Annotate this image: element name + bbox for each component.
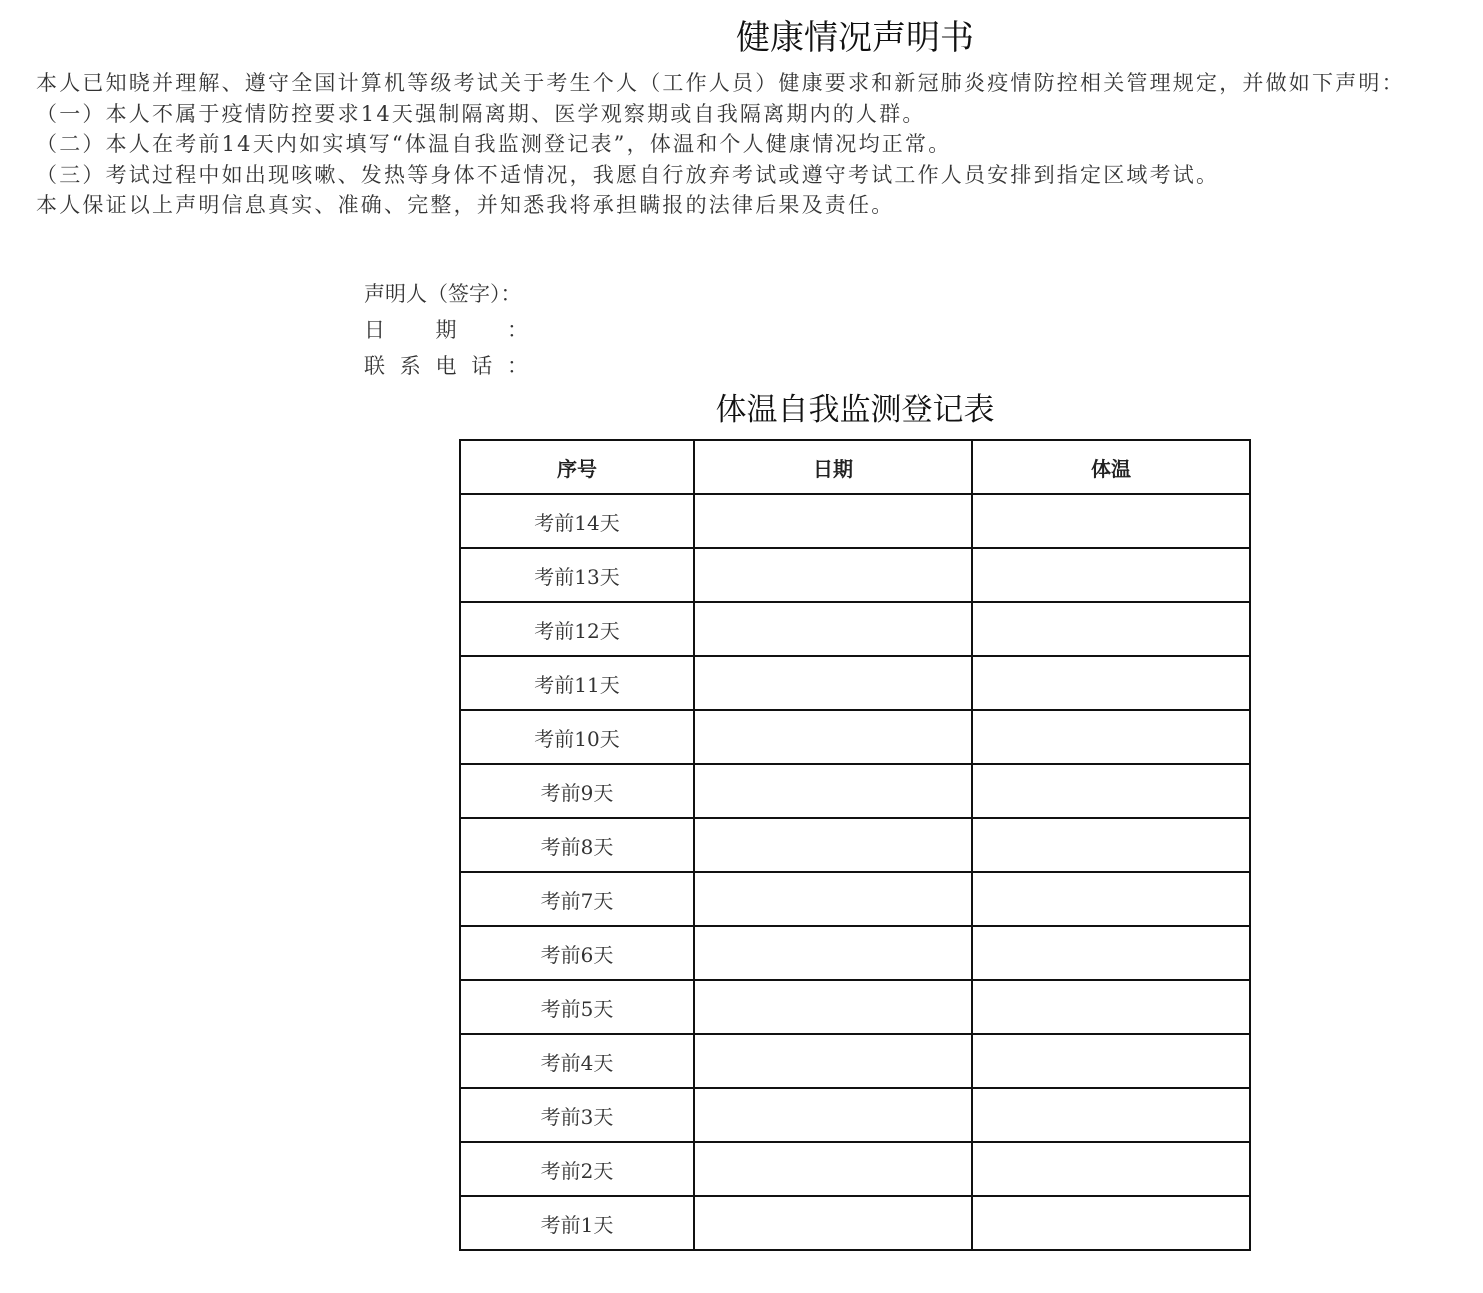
row-temp-cell[interactable] (972, 1196, 1250, 1250)
row-seq-cell: 考前14天 (460, 494, 694, 548)
table-row (460, 1196, 1250, 1250)
row-seq-cell: 考前6天 (460, 926, 694, 980)
row-temp-cell[interactable] (972, 1034, 1250, 1088)
row-seq-cell: 考前12天 (460, 602, 694, 656)
row-date-cell[interactable] (694, 926, 972, 980)
row-seq-cell: 考前11天 (460, 656, 694, 710)
row-seq-cell: 考前2天 (460, 1142, 694, 1196)
table-row (460, 872, 1250, 926)
table-title: 体温自我监测登记表 (715, 392, 995, 428)
table-row (460, 494, 1250, 548)
row-seq-cell: 考前1天 (460, 1196, 694, 1250)
row-date-cell[interactable] (694, 980, 972, 1034)
row-date-cell[interactable] (694, 494, 972, 548)
table-body (460, 494, 1250, 1250)
row-seq-cell: 考前4天 (460, 1034, 694, 1088)
phone-label: 联 系 电 话 ： (364, 354, 528, 378)
row-date-cell[interactable] (694, 602, 972, 656)
row-date-cell[interactable] (694, 764, 972, 818)
table-row (460, 602, 1250, 656)
row-date-cell[interactable] (694, 872, 972, 926)
table-row (460, 818, 1250, 872)
row-temp-cell[interactable] (972, 764, 1250, 818)
row-temp-cell[interactable] (972, 926, 1250, 980)
row-seq-cell: 考前5天 (460, 980, 694, 1034)
table-row (460, 980, 1250, 1034)
signer-label: 声明人（签字）： (364, 282, 522, 306)
table-row (460, 764, 1250, 818)
table-row (460, 1034, 1250, 1088)
date-label: 日 期 ： (364, 318, 528, 342)
table-row (460, 926, 1250, 980)
temperature-log-table (459, 439, 1251, 1251)
table-row (460, 1088, 1250, 1142)
phone-row (364, 348, 728, 384)
table-row (460, 548, 1250, 602)
row-date-cell[interactable] (694, 656, 972, 710)
row-date-cell[interactable] (694, 710, 972, 764)
table-row (460, 656, 1250, 710)
row-seq-cell: 考前13天 (460, 548, 694, 602)
date-row (364, 312, 728, 348)
row-date-cell[interactable] (694, 1034, 972, 1088)
table-row (460, 1142, 1250, 1196)
statement-body (36, 68, 1476, 221)
row-temp-cell[interactable] (972, 872, 1250, 926)
row-date-cell[interactable] (694, 818, 972, 872)
document-title: 健康情况声明书 (736, 18, 974, 58)
row-seq-cell: 考前8天 (460, 818, 694, 872)
row-temp-cell[interactable] (972, 656, 1250, 710)
statement-line-1: （一）本人不属于疫情防控要求14天强制隔离期、医学观察期或自我隔离期内的人群。 (36, 101, 926, 126)
header-temp: 体温 (972, 440, 1250, 494)
row-temp-cell[interactable] (972, 710, 1250, 764)
row-temp-cell[interactable] (972, 1088, 1250, 1142)
row-seq-cell: 考前10天 (460, 710, 694, 764)
row-seq-cell: 考前9天 (460, 764, 694, 818)
row-seq-cell: 考前7天 (460, 872, 694, 926)
header-date: 日期 (694, 440, 972, 494)
row-temp-cell[interactable] (972, 602, 1250, 656)
row-seq-cell: 考前3天 (460, 1088, 694, 1142)
row-date-cell[interactable] (694, 1088, 972, 1142)
statement-line-intro: 本人已知晓并理解、遵守全国计算机等级考试关于考生个人（工作人员）健康要求和新冠肺炎疫情防控相关管理规定，并做如下声明： (36, 71, 1405, 95)
row-temp-cell[interactable] (972, 818, 1250, 872)
row-date-cell[interactable] (694, 1142, 972, 1196)
header-seq: 序号 (460, 440, 694, 494)
table-header-row (460, 440, 1250, 494)
statement-line-3: （三）考试过程中如出现咳嗽、发热等身体不适情况，我愿自行放弃考试或遵守考试工作人员安排到指定区域考试。 (36, 162, 1220, 187)
table-row (460, 710, 1250, 764)
row-temp-cell[interactable] (972, 980, 1250, 1034)
signature-block (364, 276, 728, 384)
row-date-cell[interactable] (694, 548, 972, 602)
signer-row (364, 276, 728, 312)
row-date-cell[interactable] (694, 1196, 972, 1250)
row-temp-cell[interactable] (972, 494, 1250, 548)
statement-line-2: （二）本人在考前14天内如实填写“体温自我监测登记表”，体温和个人健康情况均正常。 (36, 132, 952, 156)
row-temp-cell[interactable] (972, 1142, 1250, 1196)
statement-line-guarantee: 本人保证以上声明信息真实、准确、完整，并知悉我将承担瞒报的法律后果及责任。 (36, 193, 895, 217)
row-temp-cell[interactable] (972, 548, 1250, 602)
